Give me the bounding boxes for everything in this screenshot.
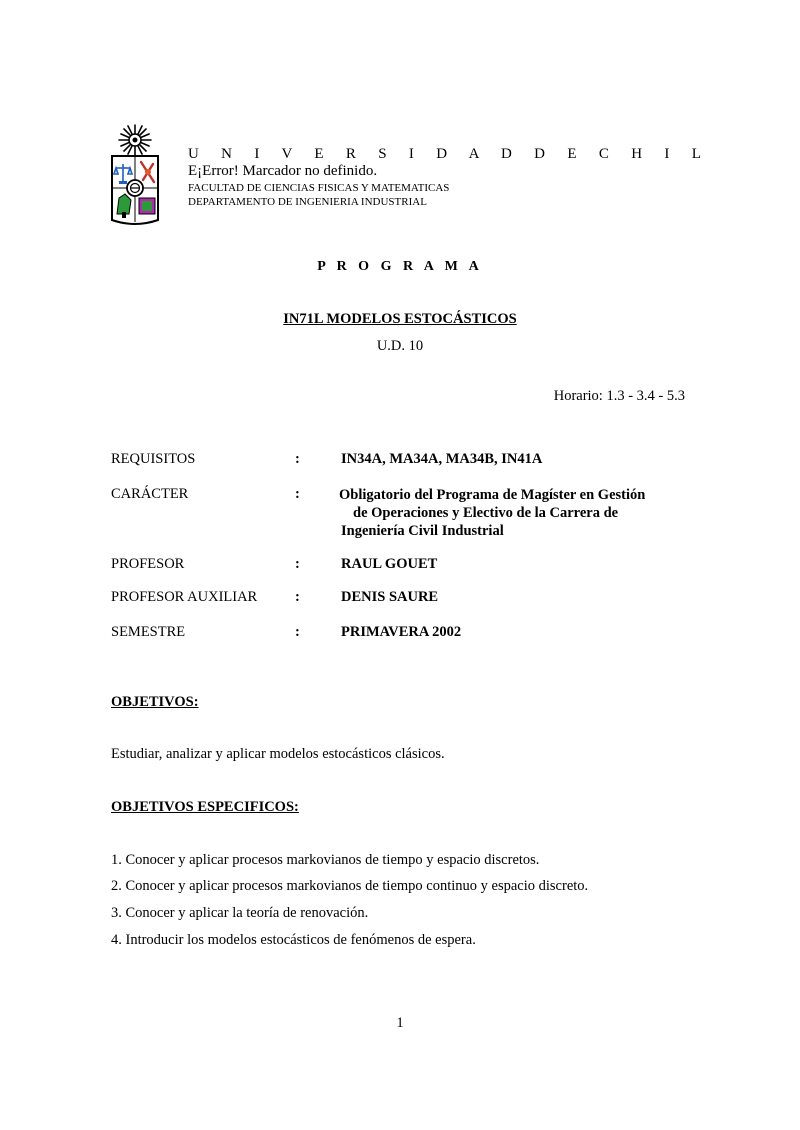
caracter-value [339,486,699,540]
especifico-item-3: 3. Conocer y aplicar la teoría de renovación. [111,905,369,921]
caracter-line-3: Ingeniería Civil Industrial [341,523,504,539]
especificos-heading: OBJETIVOS ESPECIFICOS: [111,799,299,815]
department-name: DEPARTAMENTO DE INGENIERIA INDUSTRIAL [188,196,427,208]
semestre-label: SEMESTRE [111,624,186,640]
profesor-label: PROFESOR [111,556,185,572]
requisitos-colon: : [295,451,300,467]
page-number: 1 [396,1015,404,1031]
requisitos-label: REQUISITOS [111,451,196,467]
document-title: P R O G R A M A [317,259,483,274]
course-schedule: Horario: 1.3 - 3.4 - 5.3 [553,388,685,404]
caracter-label: CARÁCTER [111,486,189,502]
semestre-value: PRIMAVERA 2002 [341,624,462,640]
requisitos-value: IN34A, MA34A, MA34B, IN41A [341,451,543,467]
course-ud: U.D. 10 [376,338,424,354]
profesor-value: RAUL GOUET [341,556,438,572]
caracter-colon: : [295,486,300,502]
auxiliar-label: PROFESOR AUXILIAR [111,589,258,605]
university-crest-logo [109,124,161,228]
especifico-item-1: 1. Conocer y aplicar procesos markovianos de tiempo y espacio discretos. [111,852,540,868]
objetivos-heading: OBJETIVOS: [111,694,199,710]
caracter-line-2: de Operaciones y Electivo de la Carrera de [353,505,619,521]
error-bookmark-text: E¡Error! Marcador no definido. [188,163,378,179]
profesor-colon: : [295,556,300,572]
auxiliar-value: DENIS SAURE [341,589,439,605]
especifico-item-2: 2. Conocer y aplicar procesos markovianos de tiempo continuo y espacio discreto. [111,878,589,894]
faculty-name: FACULTAD DE CIENCIAS FISICAS Y MATEMATICAS [188,182,450,194]
especifico-item-4: 4. Introducir los modelos estocásticos de fenómenos de espera. [111,932,476,948]
university-name: U N I V E R S I D A D D E C H I L [188,146,711,162]
semestre-colon: : [295,624,300,640]
caracter-line-1: Obligatorio del Programa de Magíster en Gestión [339,487,646,503]
course-title: IN71L MODELOS ESTOCÁSTICOS [283,311,517,327]
auxiliar-colon: : [295,589,300,605]
objetivos-text: Estudiar, analizar y aplicar modelos estocásticos clásicos. [111,746,445,762]
